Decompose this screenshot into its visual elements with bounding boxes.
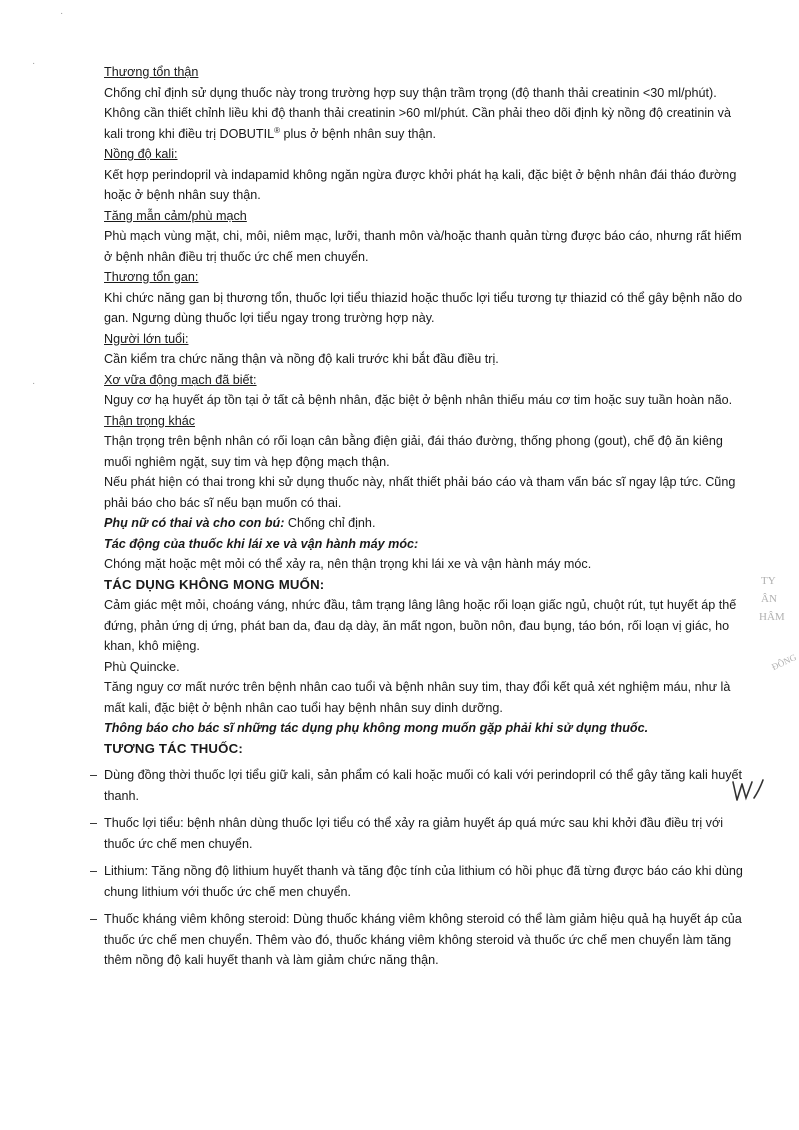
paragraph: Khi chức năng gan bị thương tổn, thuốc lợi tiểu thiazid hoặc thuốc lợi tiểu tương tự thiazid có thể gây bệnh não do gan. Ngưng dùng thuốc lợi tiểu ngay trong trường hợp này. — [104, 290, 743, 325]
adverse-notice: Thông báo cho bác sĩ những tác dụng phụ không mong muốn gặp phải khi sử dụng thuốc. — [104, 721, 649, 735]
section-heading: Tăng mẫn cảm/phù mạch — [104, 208, 247, 223]
driving-text: Chóng mặt hoặc mệt mỏi có thể xảy ra, nên thận trọng khi lái xe và vận hành máy móc. — [104, 557, 592, 571]
paragraph: Phù mạch vùng mặt, chi, môi, niêm mạc, lưỡi, thanh môn và/hoặc thanh quản từng được báo cáo, nhưng rất hiếm ở bệnh nhân điều trị thuốc ức chế men chuyển. — [104, 229, 742, 264]
list-item: – Lithium: Tăng nồng độ lithium huyết thanh và tăng độc tính của lithium có hồi phục đã từng được báo cáo khi dùng chung lithium với thuốc ức chế men chuyển. — [90, 864, 743, 899]
stamp-text: HÂM — [759, 611, 785, 623]
section-heading: Thương tổn thận — [104, 65, 199, 79]
section-renal — [104, 62, 744, 144]
section-elderly — [104, 329, 744, 370]
section-heading: Thận trọng khác — [104, 413, 196, 428]
list-item: – Thuốc lợi tiểu: bệnh nhân dùng thuốc lợi tiểu có thể xảy ra giảm huyết áp quá mức sau khi khởi đầu điều trị với thuốc ức chế men chuyển. — [90, 816, 724, 851]
pregnancy-label: Phụ nữ có thai và cho con bú: — [104, 516, 285, 530]
section-heading: Người lớn tuổi: — [104, 331, 189, 346]
stamp-text: ĐÔNG — [770, 651, 798, 673]
list-item: – Dùng đồng thời thuốc lợi tiểu giữ kali, sản phẩm có kali hoặc muối có kali với perindopril có thể gây tăng kali huyết thanh. — [90, 768, 743, 803]
list-item-text: Thuốc kháng viêm không steroid: Dùng thuốc kháng viêm không steroid có thể làm giảm hiệu quả hạ huyết áp của thuốc ức chế men chuyển. Thêm vào đó, thuốc kháng viêm không steroid và thuốc ức chế men chuyển làm tăng thêm nồng độ kali huyết thanh và làm giảm chức năng thận. — [104, 912, 742, 967]
section-potassium — [104, 144, 744, 206]
list-item-text: Lithium: Tăng nồng độ lithium huyết thanh và tăng độc tính của lithium có hồi phục đã từng được báo cáo khi dùng chung lithium với thuốc ức chế men chuyển. — [104, 864, 743, 899]
list-item-text: Thuốc lợi tiểu: bệnh nhân dùng thuốc lợi tiểu có thể xảy ra giảm huyết áp quá mức sau khi khởi đầu điều trị với thuốc ức chế men chuyển. — [104, 816, 724, 851]
list-item: – Thuốc kháng viêm không steroid: Dùng thuốc kháng viêm không steroid có thể làm giảm hiệu quả hạ huyết áp của thuốc ức chế men chuyển. Thêm vào đó, thuốc kháng viêm không steroid và thuốc ức chế men chuyển làm tăng thêm nồng độ kali huyết thanh và làm giảm chức năng thận. — [90, 912, 742, 967]
paragraph: Kết hợp perindopril và indapamid không ngăn ngừa được khởi phát hạ kali, đặc biệt ở bệnh nhân đái tháo đường hoặc ở bệnh nhân suy thận. — [104, 167, 737, 202]
scan-speck: · — [60, 8, 64, 19]
scan-speck: · — [32, 58, 36, 69]
section-heading: Thương tổn gan: — [104, 270, 199, 284]
driving-label: Tác động của thuốc khi lái xe và vận hành máy móc: — [104, 536, 419, 551]
paragraph: Cảm giác mệt mỏi, choáng váng, nhức đầu, tâm trạng lâng lâng hoặc rối loạn giấc ngủ, chuột rút, tụt huyết áp thế đứng, phản ứng dị ứng, phát ban da, đau dạ dày, ăn mất ngon, buồn nôn, đau bụng, táo bón, rối loạn vị giác, ho khan, khô miệng. — [104, 598, 737, 653]
section-other-precautions — [104, 411, 744, 514]
stamp-text: ÂN — [761, 593, 777, 605]
scan-speck: · — [32, 378, 36, 389]
paragraph: Nếu phát hiện có thai trong khi sử dụng thuốc này, nhất thiết phải báo cáo và tham vấn bác sĩ ngay lập tức. Cũng phải báo cho bác sĩ nếu bạn muốn có thai. — [104, 475, 736, 510]
section-heading: Nồng độ kali: — [104, 147, 178, 161]
interactions-list — [90, 765, 744, 971]
pregnancy-text: Chống chỉ định. — [284, 516, 376, 530]
interactions-heading: TƯƠNG TÁC THUỐC: — [104, 740, 243, 756]
adverse-effects-heading: TÁC DỤNG KHÔNG MONG MUỐN: — [104, 576, 325, 592]
paragraph: Phù Quincke. — [104, 659, 180, 674]
pregnancy-line — [104, 513, 744, 534]
stamp-text: TY — [761, 575, 776, 587]
section-heading: Xơ vữa động mạch đã biết: — [104, 372, 257, 387]
section-atherosclerosis — [104, 370, 744, 411]
handwritten-signature — [730, 776, 766, 804]
paragraph: Tăng nguy cơ mất nước trên bệnh nhân cao tuổi và bệnh nhân suy tim, thay đổi kết quả xét nghiệm máu, như là mất kali, đặc biệt ở bệnh nhân cao tuổi hay bệnh nhân suy dinh dưỡng. — [104, 680, 731, 715]
company-stamp — [757, 545, 799, 765]
paragraph: Thận trọng trên bệnh nhân có rối loạn cân bằng điện giải, đái tháo đường, thống phong (gout), chế độ ăn kiêng muối nghiêm ngặt, suy tim và hẹp động mạch thận. — [104, 434, 723, 469]
section-hepatic — [104, 267, 744, 329]
section-hypersensitivity — [104, 206, 744, 268]
list-item-text: Dùng đồng thời thuốc lợi tiểu giữ kali, sản phẩm có kali hoặc muối có kali với perindopril có thể gây tăng kali huyết thanh. — [104, 768, 743, 803]
paragraph: Cần kiểm tra chức năng thận và nồng độ kali trước khi bắt đầu điều trị. — [104, 352, 499, 366]
paragraph: Nguy cơ hạ huyết áp tồn tại ở tất cả bệnh nhân, đặc biệt ở bệnh nhân thiếu máu cơ tim hoặc suy tuần hoàn não. — [104, 393, 733, 407]
paragraph: Chống chỉ định sử dụng thuốc này trong trường hợp suy thận trầm trọng (độ thanh thải creatinin <30 ml/phút). Không cần thiết chỉnh liều khi độ thanh thải creatinin >60 ml/phút. Cần phải theo dõi định kỳ nồng độ creatinin và kali trong khi điều trị DOBUTIL® plus ở bệnh nhân suy thận. — [104, 85, 731, 141]
document-page — [90, 62, 744, 978]
